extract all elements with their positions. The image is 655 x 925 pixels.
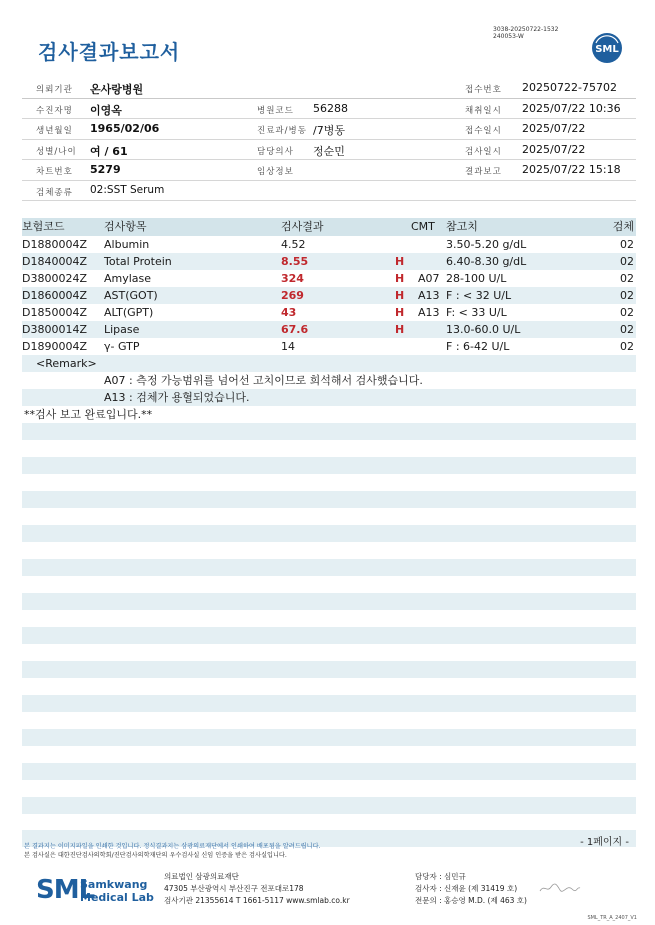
table-row [22, 236, 636, 253]
header-code: 보험코드 [22, 220, 65, 233]
info-row-3 [22, 119, 636, 140]
patient-label: 수진자명 [36, 105, 73, 116]
table-row [22, 338, 636, 355]
row-flag: H [395, 323, 405, 336]
done-row [22, 406, 636, 423]
table-row [22, 270, 636, 287]
row-flag: H [395, 306, 405, 319]
org-name: 의료법인 삼광의료재단 [164, 872, 239, 881]
remark-title-row [22, 355, 636, 372]
org-contact: 검사기관 21355614 T 1661-5117 www.smlab.co.kr [164, 896, 350, 905]
remark-a13-row [22, 389, 636, 406]
chart-value: 5279 [90, 163, 121, 176]
hospital-label: 의뢰기관 [36, 85, 73, 95]
row-flag: H [395, 255, 405, 268]
row-code: D3800024Z [22, 272, 87, 285]
doctor-label: 담당의사 [257, 146, 294, 157]
empty-stripe [22, 491, 636, 508]
header-result: 검사결과 [281, 220, 324, 233]
empty-stripe [22, 423, 636, 440]
header-name: 검사항목 [104, 220, 147, 233]
row-name: Amylase [104, 272, 152, 285]
info-row-1 [22, 78, 636, 99]
specimen-label: 검체종류 [36, 187, 73, 198]
table-row [22, 304, 636, 321]
footnote-image-notice: 본 결과지는 이미지파일을 인쇄한 것입니다. 정식결과지는 삼광의료재단에서 인쇄하여 배포됨을 알려드립니다. [24, 843, 321, 850]
row-code: D3800014Z [22, 323, 87, 336]
doctor-value: 정순민 [313, 144, 345, 158]
row-spec: 02 [620, 306, 634, 319]
row-spec: 02 [620, 255, 634, 268]
row-result: 4.52 [281, 238, 306, 251]
row-spec: 02 [620, 340, 634, 353]
row-cmt: A13 [418, 289, 440, 302]
signature-icon [539, 882, 581, 894]
tested-value: 2025/07/22 [522, 142, 586, 156]
row-code: D1840004Z [22, 255, 87, 268]
receipt-no-label: 접수번호 [465, 85, 502, 95]
header-cmt: CMT [411, 220, 435, 233]
row-code: D1880004Z [22, 238, 87, 251]
info-row-2 [22, 99, 636, 120]
doc-code [493, 26, 558, 40]
brand-line1: Samkwang [80, 878, 148, 891]
row-code: D1890004Z [22, 340, 87, 353]
row-ref: 28-100 U/L [446, 272, 507, 285]
birth-label: 생년월일 [36, 126, 73, 136]
row-flag: H [395, 272, 405, 285]
row-spec: 02 [620, 238, 634, 251]
remark-a07: A07 : 측정 가능범위를 넘어선 고치이므로 희석해서 검사했습니다. [104, 374, 423, 387]
info-row-4 [22, 140, 636, 161]
hosp-code-label: 병원코드 [257, 105, 294, 116]
collect-label: 채취일시 [465, 105, 502, 116]
row-ref: 3.50-5.20 g/dL [446, 238, 527, 251]
brand-line2: Medical Lab [80, 891, 154, 904]
staff-specialist: 전문의 : 홍승영 M.D. (제 463 호) [415, 896, 527, 905]
tested-label: 검사일시 [465, 146, 502, 157]
footer-logo: SML [36, 875, 95, 905]
row-name: Lipase [104, 323, 140, 336]
footer-address [164, 871, 350, 907]
received-value: 2025/07/22 [522, 122, 586, 135]
report-value: 2025/07/22 15:18 [522, 163, 621, 176]
remark-title: <Remark> [36, 357, 97, 370]
patient-info [22, 78, 636, 201]
sex-age-label: 성별/나이 [36, 146, 77, 157]
empty-stripe [22, 627, 636, 644]
dept-label: 진료과/병동 [257, 126, 307, 136]
row-ref: F : 6-42 U/L [446, 340, 510, 353]
report-title: 검사결과보고서 [38, 40, 181, 64]
remark-a13: A13 : 검체가 용혈되었습니다. [104, 391, 250, 404]
sml-logo-icon [591, 32, 623, 64]
received-label: 접수일시 [465, 126, 502, 136]
empty-stripe [22, 797, 636, 814]
empty-stripe [22, 593, 636, 610]
footnote-accreditation: 본 검사실은 대한진단검사의학회/진단검사의학재단의 우수검사실 신임 인증을 받은 검사실입니다. [24, 852, 287, 859]
report-label: 결과보고 [465, 167, 502, 177]
header-ref: 참고치 [446, 220, 478, 233]
empty-stripe [22, 457, 636, 474]
page-number: - 1페이지 - [580, 837, 629, 848]
report-complete-text: **검사 보고 완료입니다.** [24, 408, 153, 421]
row-result: 67.6 [281, 323, 309, 336]
row-flag: H [395, 289, 405, 302]
empty-stripe [22, 661, 636, 678]
doc-code-line2: 240053-W [493, 33, 524, 40]
empty-stripe [22, 525, 636, 542]
org-address: 47305 부산광역시 부산진구 전포대로178 [164, 884, 304, 893]
info-row-5 [22, 160, 636, 181]
row-code: D1850004Z [22, 306, 87, 319]
footer-staff [415, 871, 527, 907]
results-table [22, 218, 636, 423]
receipt-no-value: 20250722-75702 [522, 81, 617, 94]
footer-brand [80, 878, 154, 904]
row-code: D1860004Z [22, 289, 87, 302]
hospital-value: 온사랑병원 [90, 83, 144, 96]
clinical-label: 임상정보 [257, 167, 294, 177]
row-result: 324 [281, 272, 304, 285]
row-ref: F: < 33 U/L [446, 306, 507, 319]
row-result: 43 [281, 306, 297, 319]
patient-value: 이영옥 [90, 103, 122, 117]
row-name: Albumin [104, 238, 150, 251]
sex-age-value: 여 / 61 [90, 144, 128, 158]
row-spec: 02 [620, 272, 634, 285]
row-name: γ- GTP [104, 340, 140, 353]
row-result: 14 [281, 340, 295, 353]
row-ref: 6.40-8.30 g/dL [446, 255, 527, 268]
row-result: 269 [281, 289, 304, 302]
row-name: ALT(GPT) [104, 306, 154, 319]
dept-value: /7병동 [313, 124, 345, 137]
empty-stripe [22, 695, 636, 712]
header-spec: 검체 [612, 220, 634, 233]
empty-stripe [22, 559, 636, 576]
row-cmt: A13 [418, 306, 440, 319]
sml-logo-text: SML [595, 44, 619, 55]
table-row [22, 287, 636, 304]
row-spec: 02 [620, 289, 634, 302]
form-id: SML_TR_A_2407_V1 [587, 915, 637, 921]
doc-code-line1: 3038-20250722-1532 [493, 26, 559, 33]
hosp-code-value: 56288 [313, 101, 348, 115]
specimen-value: 02:SST Serum [90, 183, 165, 196]
remark-a07-row [22, 372, 636, 389]
staff-examiner: 검사자 : 신재윤 (제 31419 호) [415, 884, 518, 893]
table-row [22, 253, 636, 270]
row-name: Total Protein [104, 255, 172, 268]
row-ref: F : < 32 U/L [446, 289, 512, 302]
info-row-6 [22, 181, 636, 202]
row-result: 8.55 [281, 255, 309, 268]
empty-stripe [22, 763, 636, 780]
table-row [22, 321, 636, 338]
birth-value: 1965/02/06 [90, 122, 160, 135]
table-header [22, 218, 636, 236]
collect-value: 2025/07/22 10:36 [522, 101, 621, 115]
empty-stripe [22, 729, 636, 746]
row-name: AST(GOT) [104, 289, 158, 302]
row-ref: 13.0-60.0 U/L [446, 323, 521, 336]
row-spec: 02 [620, 323, 634, 336]
chart-label: 차트번호 [36, 167, 73, 177]
row-cmt: A07 [418, 272, 440, 285]
staff-manager: 담당자 : 심민규 [415, 872, 466, 881]
